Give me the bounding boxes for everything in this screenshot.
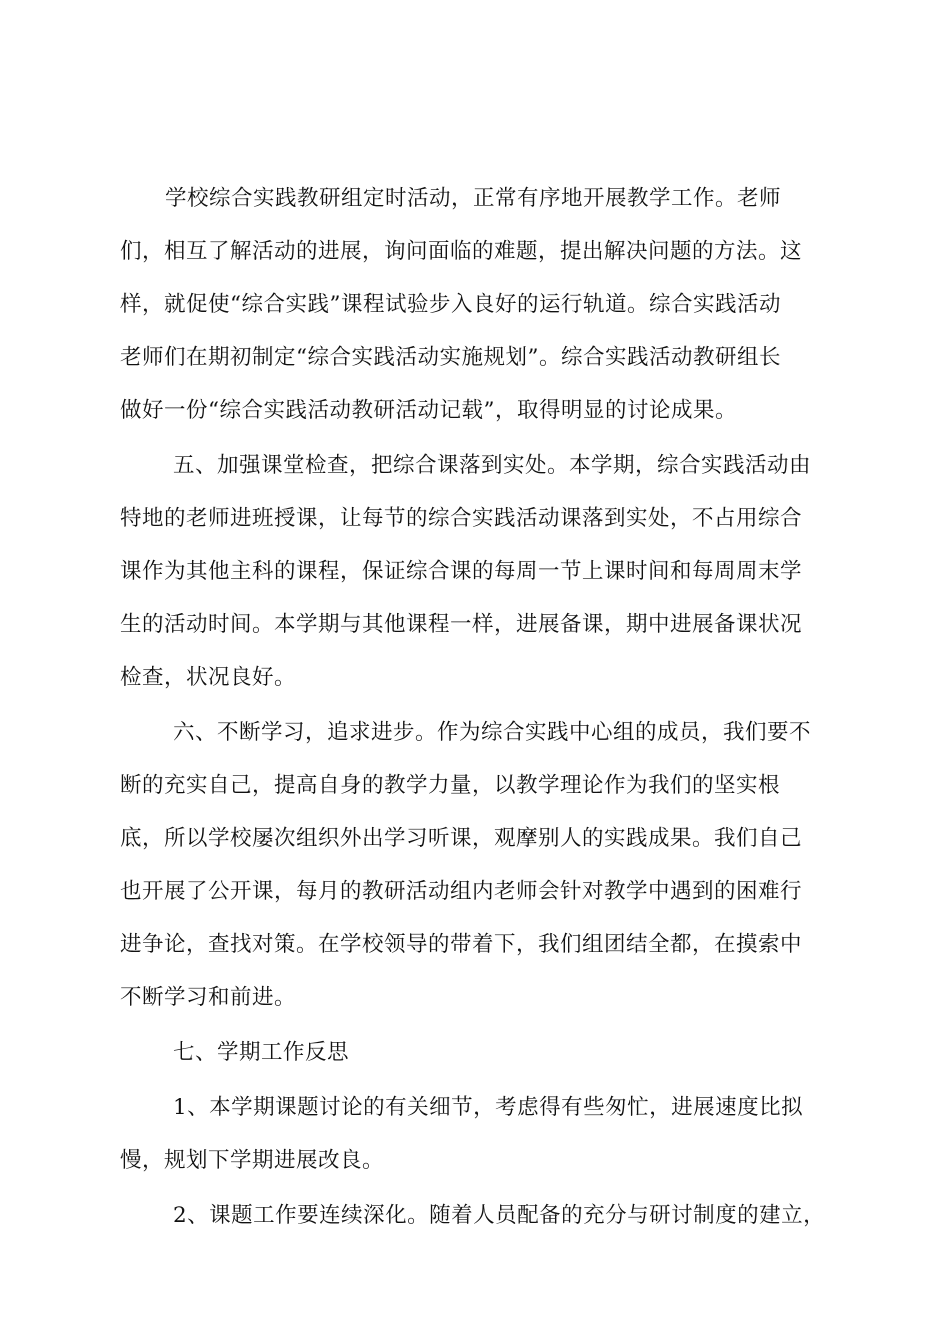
- paragraph-1-line-4: 老师们在期初制定“综合实践活动实施规划”。综合实践活动教研组长: [120, 345, 781, 370]
- paragraph-2-line-4: 生的活动时间。本学期与其他课程一样，进展备课，期中进展备课状况: [120, 612, 803, 637]
- paragraph-1-line-5: 做好一份“综合实践活动教研活动记载”，取得明显的讨论成果。: [120, 398, 737, 423]
- paragraph-1-line-3: 样，就促使“综合实践”课程试验步入良好的运行轨道。综合实践活动: [120, 292, 781, 317]
- paragraph-3-line-5: 进争论，查找对策。在学校领导的带着下，我们组团结全都，在摸索中: [120, 932, 803, 957]
- paragraph-6-line-1: 2、课题工作要连续深化。随着人员配备的充分与研讨制度的建立，: [173, 1203, 826, 1228]
- paragraph-2-line-2: 特地的老师进班授课，让每节的综合实践活动课落到实处，不占用综合: [120, 506, 803, 531]
- paragraph-1-line-1: 学校综合实践教研组定时活动，正常有序地开展教学工作。老师: [165, 186, 782, 211]
- paragraph-5-line-2: 慢，规划下学期进展改良。: [120, 1148, 385, 1173]
- paragraph-3-line-1: 六、不断学习，追求进步。作为综合实践中心组的成员，我们要不: [173, 720, 812, 745]
- paragraph-3-line-3: 底，所以学校屡次组织外出学习听课，观摩别人的实践成果。我们自己: [120, 826, 803, 851]
- paragraph-2-line-1: 五、加强课堂检查，把综合课落到实处。本学期，综合实践活动由: [173, 453, 812, 478]
- paragraph-3-line-6: 不断学习和前进。: [120, 985, 297, 1010]
- paragraph-3-line-4: 也开展了公开课，每月的教研活动组内老师会针对教学中遇到的困难行: [120, 879, 803, 904]
- paragraph-5-line-1: 1、本学期课题讨论的有关细节，考虑得有些匆忙，进展速度比拟: [173, 1095, 804, 1120]
- paragraph-1-line-2: 们，相互了解活动的进展，询问面临的难题，提出解决问题的方法。这: [120, 239, 803, 264]
- section-heading-reflection: 七、学期工作反思: [173, 1040, 350, 1065]
- paragraph-2-line-5: 检查，状况良好。: [120, 665, 297, 690]
- document-body: [120, 184, 832, 1231]
- paragraph-2-line-3: 课作为其他主科的课程，保证综合课的每周一节上课时间和每周周末学: [120, 559, 803, 584]
- paragraph-3-line-2: 断的充实自己，提高自身的教学力量，以教学理论作为我们的坚实根: [120, 773, 781, 798]
